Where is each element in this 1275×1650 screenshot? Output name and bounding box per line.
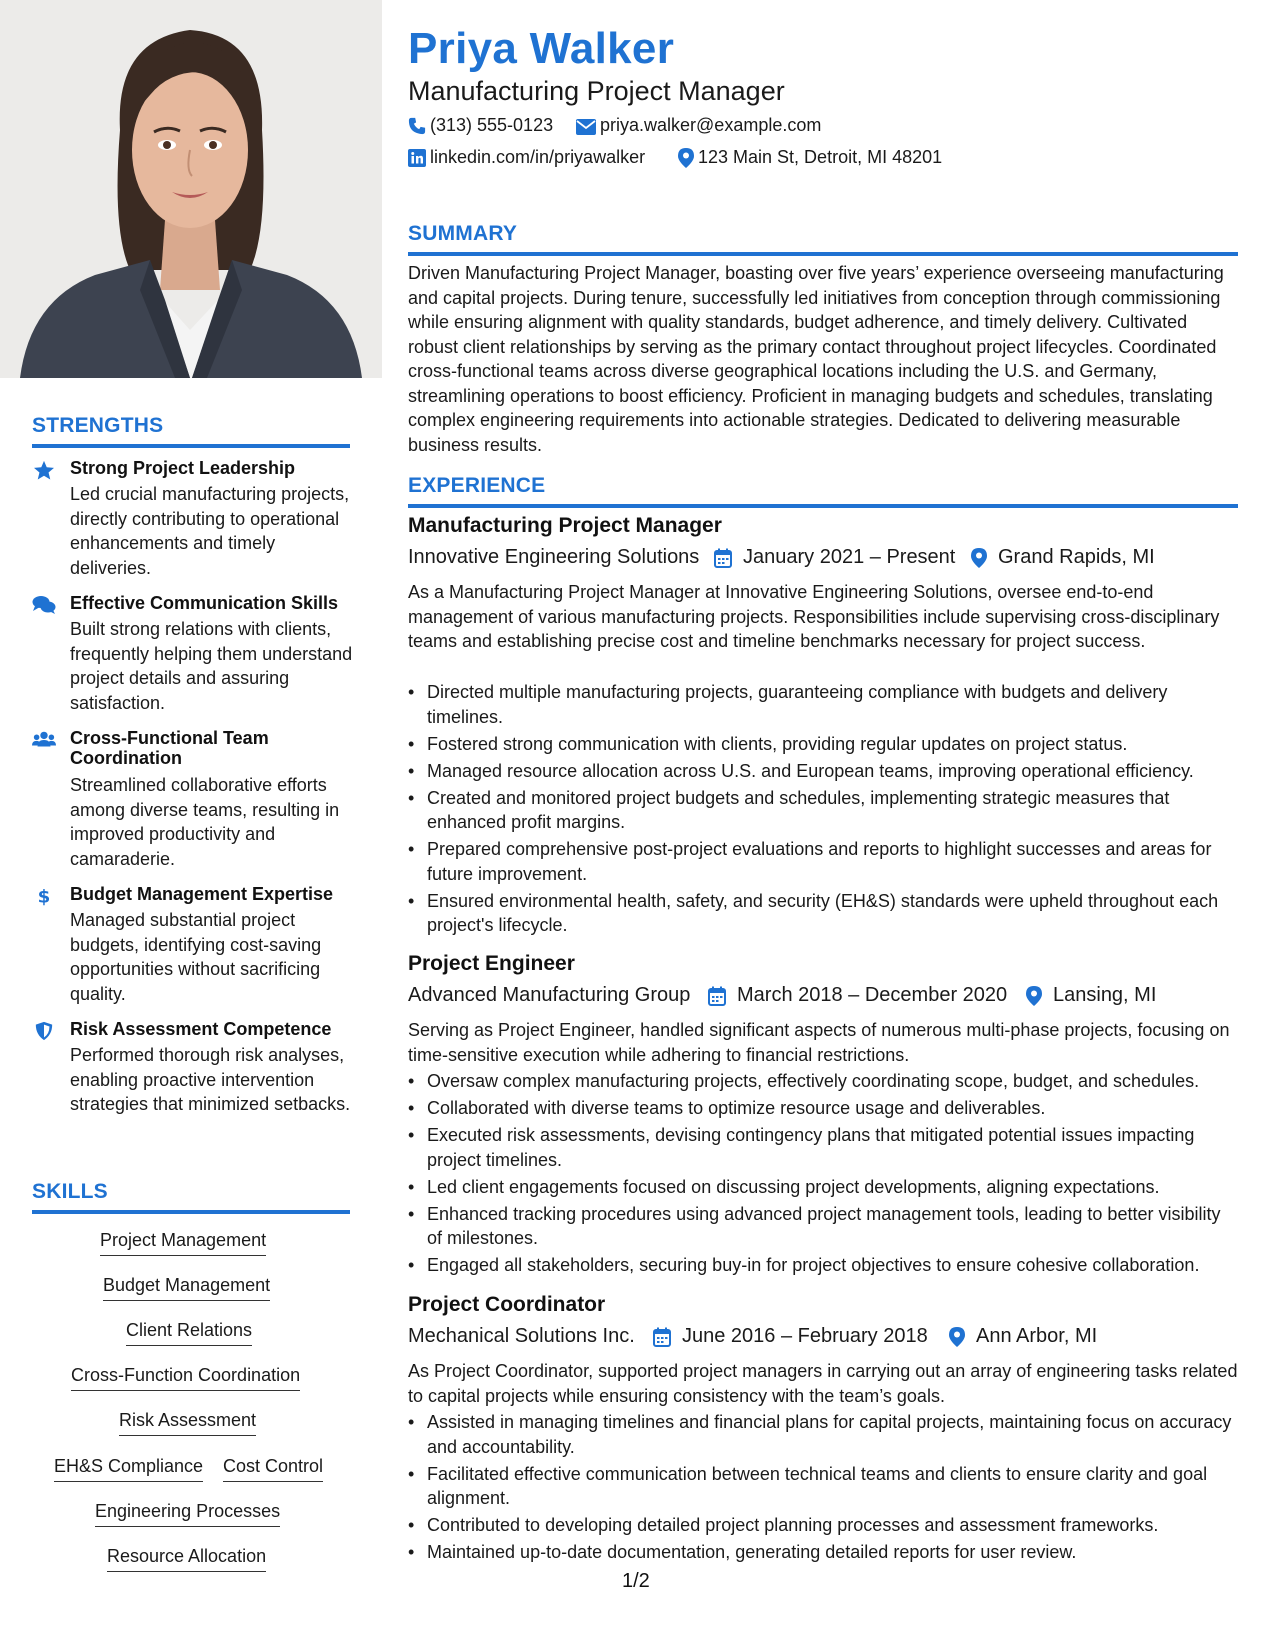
summary-heading: SUMMARY [408, 222, 518, 245]
strength-title: Strong Project Leadership [70, 458, 296, 478]
job-bullets [408, 680, 1238, 940]
job-role: Project Engineer [408, 952, 575, 975]
page-number: 1/2 [622, 1570, 650, 1592]
comments-icon [32, 595, 56, 615]
strengths-section-header [32, 414, 350, 448]
skill-tag: Risk Assessment [119, 1410, 256, 1436]
strengths-heading: STRENGTHS [32, 414, 164, 437]
strengths-divider [32, 444, 350, 448]
envelope-icon [576, 119, 596, 135]
skills-section-header [32, 1180, 350, 1214]
users-icon [32, 730, 56, 750]
strength-text: Built strong relations with clients, frequently helping them understand project details and assuring satisfaction. [70, 619, 353, 713]
job-company: Innovative Engineering Solutions [408, 546, 700, 568]
contact-phone [408, 115, 578, 139]
job-company: Mechanical Solutions Inc. [408, 1325, 635, 1347]
contact-address [678, 147, 978, 171]
star-icon [32, 460, 56, 480]
job-description: Serving as Project Engineer, handled significant aspects of numerous multi-phase projects, focusing on time-sensitive execution while adhering to financial restrictions. [408, 1020, 1230, 1065]
strength-text: Led crucial manufacturing projects, directly contributing to operational enhancements and timely deliveries. [70, 484, 350, 578]
list-item: • Contributed to developing detailed project planning processes and assessment frameworks. [408, 1513, 1238, 1538]
job-description: As a Manufacturing Project Manager at Innovative Engineering Solutions, oversee end-to-end management of various manufacturing projects. Responsibilities include supervising cross-disciplinary teams and establishing precise cost and timeline benchmarks necessary for project success. [408, 582, 1220, 651]
list-item: • Directed multiple manufacturing projects, guaranteeing compliance with budgets and delivery timelines. [408, 680, 1238, 729]
strength-text: Performed thorough risk analyses, enabling proactive intervention strategies that minimized setbacks. [70, 1045, 351, 1114]
skill-tag: Engineering Processes [95, 1501, 280, 1527]
skill-tag: Project Management [100, 1230, 266, 1256]
contact-email[interactable] [576, 115, 846, 139]
list-item: • Led client engagements focused on discussing project developments, aligning expectations. [408, 1175, 1238, 1200]
skill-tag: EH&S Compliance [54, 1456, 203, 1482]
calendar-icon [653, 1327, 671, 1347]
skill-tag: Client Relations [126, 1320, 252, 1346]
summary-section-header [408, 222, 1238, 256]
job-role: Project Coordinator [408, 1293, 606, 1316]
profile-photo [0, 0, 382, 378]
email-text[interactable]: priya.walker@example.com [600, 115, 822, 135]
list-item: • Engaged all stakeholders, securing buy-in for project objectives to ensure cohesive collaboration. [408, 1253, 1238, 1278]
phone-icon [408, 117, 426, 135]
job-bullets [408, 1069, 1238, 1280]
map-marker-icon [678, 148, 694, 168]
skill-tag: Cross-Function Coordination [71, 1365, 300, 1391]
candidate-name: Priya Walker [408, 24, 675, 73]
job-company: Advanced Manufacturing Group [408, 984, 691, 1006]
list-item: • Managed resource allocation across U.S. and European teams, improving operational efficiency. [408, 759, 1238, 784]
list-item: • Fostered strong communication with clients, providing regular updates on project status. [408, 732, 1238, 757]
calendar-icon [714, 548, 732, 568]
list-item: • Created and monitored project budgets and schedules, implementing strategic measures that enhanced profit margins. [408, 786, 1238, 835]
contact-linkedin[interactable] [408, 147, 668, 171]
dollar-icon [32, 886, 56, 906]
job-description: As Project Coordinator, supported project managers in carrying out an array of engineering tasks related to capital projects while ensuring consistency with the team’s goals. [408, 1361, 1238, 1406]
strength-text: Managed substantial project budgets, identifying cost-saving opportunities without sacrificing quality. [70, 910, 322, 1004]
strength-item [32, 1019, 352, 1139]
strength-item [32, 884, 352, 1004]
strength-item [32, 458, 352, 578]
skill-tag: Budget Management [103, 1275, 270, 1301]
list-item: • Executed risk assessments, devising contingency plans that mitigated potential issues impacting project timelines. [408, 1123, 1238, 1172]
map-marker-icon [971, 548, 987, 568]
job-role: Manufacturing Project Manager [408, 514, 722, 537]
address-text: 123 Main St, Detroit, MI 48201 [698, 147, 943, 167]
phone-text: (313) 555-0123 [430, 115, 554, 135]
list-item: • Enhanced tracking procedures using advanced project management tools, leading to better visibility of milestones. [408, 1202, 1238, 1251]
strength-text: Streamlined collaborative efforts among diverse teams, resulting in improved productivity and camaraderie. [70, 775, 340, 869]
list-item: • Facilitated effective communication between technical teams and clients to ensure clarity and goal alignment. [408, 1462, 1238, 1511]
strength-title: Cross-Functional Team Coordination [70, 728, 269, 768]
experience-section-header [408, 474, 1238, 508]
map-marker-icon [1026, 986, 1042, 1006]
job-dates: June 2016 – February 2018 [682, 1325, 928, 1347]
job-location: Grand Rapids, MI [998, 546, 1155, 568]
strength-title: Risk Assessment Competence [70, 1019, 332, 1039]
job-meta [408, 1325, 1238, 1353]
list-item: • Ensured environmental health, safety, and security (EH&S) standards were upheld throughout each project's lifecycle. [408, 889, 1238, 938]
list-item: • Prepared comprehensive post-project evaluations and reports to highlight successes and areas for future improvement. [408, 837, 1238, 886]
list-item: • Maintained up-to-date documentation, generating detailed reports for user review. [408, 1540, 1238, 1565]
candidate-title: Manufacturing Project Manager [408, 76, 785, 106]
job-dates: January 2021 – Present [743, 546, 956, 568]
map-marker-icon [949, 1327, 965, 1347]
shield-icon [32, 1021, 56, 1041]
job-meta [408, 984, 1238, 1012]
summary-divider [408, 252, 1238, 256]
strength-title: Budget Management Expertise [70, 884, 334, 904]
list-item: • Collaborated with diverse teams to optimize resource usage and deliverables. [408, 1096, 1238, 1121]
job-location: Lansing, MI [1053, 984, 1157, 1006]
list-item: • Oversaw complex manufacturing projects, effectively coordinating scope, budget, and schedules. [408, 1069, 1238, 1094]
linkedin-text[interactable]: linkedin.com/in/priyawalker [430, 147, 646, 167]
list-item: • Assisted in managing timelines and financial plans for capital projects, maintaining focus on accuracy and accountability. [408, 1410, 1238, 1459]
svg-text:$: $ [37, 886, 51, 906]
strength-item [32, 728, 352, 868]
experience-divider [408, 504, 1238, 508]
job-meta [408, 546, 1238, 574]
job-bullets [408, 1410, 1238, 1567]
strength-title: Effective Communication Skills [70, 593, 339, 613]
skill-tag: Resource Allocation [107, 1546, 266, 1572]
skills-heading: SKILLS [32, 1180, 108, 1203]
job-location: Ann Arbor, MI [976, 1325, 1098, 1347]
skill-tag: Cost Control [223, 1456, 323, 1482]
linkedin-icon [408, 149, 426, 167]
calendar-icon [708, 986, 726, 1006]
summary-text: Driven Manufacturing Project Manager, boasting over five years’ experience overseeing manufacturing and capital projects. During tenure, successfully led initiatives from conception through commissioning while ensuring alignment with quality standards, budget adherence, and timely delivery. Cultivated robust client relationships by serving as the primary contact throughout project lifecycles. Coordinated cross-functional teams across diverse geographical locations including the U.S. and Germany, streamlining operations to boost efficiency. Proficient in managing budgets and schedules, translating complex engineering requirements into actionable strategies. Dedicated to delivering measurable business results. [408, 263, 1224, 455]
strength-item [32, 593, 352, 713]
skills-divider [32, 1210, 350, 1214]
job-dates: March 2018 – December 2020 [737, 984, 1008, 1006]
experience-heading: EXPERIENCE [408, 474, 546, 497]
